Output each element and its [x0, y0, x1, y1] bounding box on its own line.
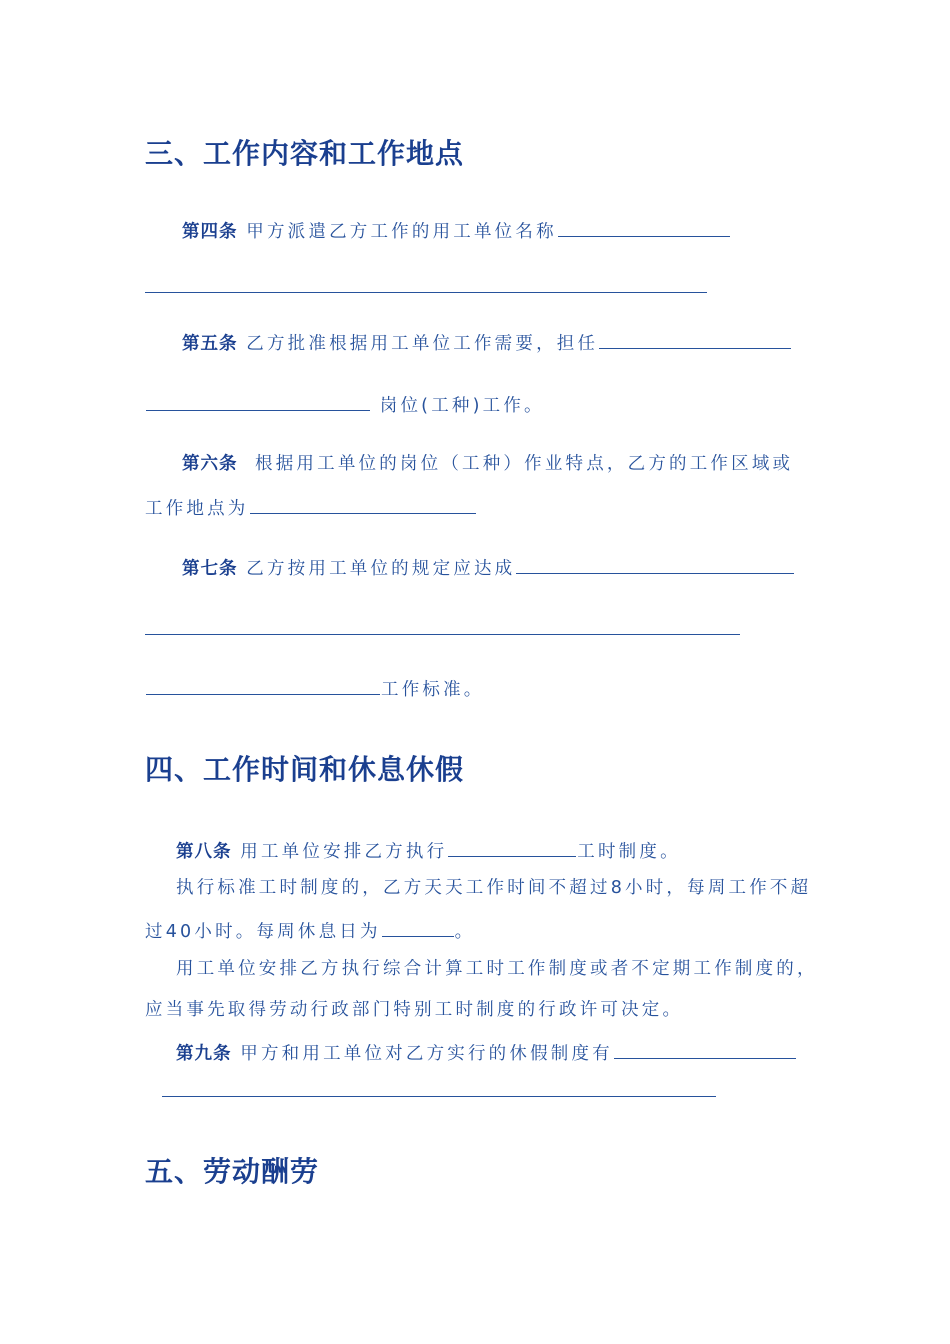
- article-8: [176, 838, 681, 864]
- article-9: [176, 1040, 797, 1066]
- fill-blank[interactable]: [146, 676, 380, 695]
- article-title: 第七条: [182, 559, 238, 579]
- article-title: 第六条: [182, 454, 238, 474]
- paragraph-text: 。: [454, 922, 476, 942]
- article-text: 工作地点为: [145, 499, 249, 519]
- section-heading-4: 四、工作时间和休息休假: [145, 753, 465, 786]
- article-5-continued: [145, 392, 545, 418]
- article-text: 根据用工单位的岗位（工种）作业特点，乙方的工作区域或: [255, 454, 794, 474]
- section-heading-3: 三、工作内容和工作地点: [145, 137, 465, 170]
- article-6: [182, 452, 793, 476]
- article-text: 工作标准。: [381, 680, 485, 700]
- article-title: 第四条: [182, 222, 238, 242]
- paragraph: [145, 918, 475, 944]
- fill-blank[interactable]: [614, 1040, 796, 1059]
- paragraph: 应当事先取得劳动行政部门特别工时制度的行政许可决定。: [145, 1000, 684, 1020]
- article-title: 第八条: [176, 842, 232, 862]
- article-6-continued: [145, 495, 477, 521]
- article-4: [182, 218, 731, 244]
- fill-blank-line[interactable]: [145, 634, 740, 635]
- fill-blank[interactable]: [516, 555, 794, 574]
- paragraph-text: 过40小时。每周休息日为: [145, 922, 381, 942]
- fill-blank[interactable]: [146, 392, 370, 411]
- fill-blank-line[interactable]: [145, 292, 707, 293]
- article-title: 第五条: [182, 334, 238, 354]
- paragraph: 用工单位安排乙方执行综合计算工时工作制度或者不定期工作制度的，: [176, 959, 818, 979]
- fill-blank[interactable]: [250, 495, 476, 514]
- article-5: [182, 330, 792, 356]
- article-7-continued: [145, 676, 485, 702]
- article-text: 甲方和用工单位对乙方实行的休假制度有: [240, 1044, 613, 1064]
- fill-blank[interactable]: [558, 218, 730, 237]
- fill-blank[interactable]: [382, 918, 454, 937]
- article-text: 乙方批准根据用工单位工作需要，担任: [246, 334, 599, 354]
- section-heading-5: 五、劳动酬劳: [145, 1155, 320, 1188]
- fill-blank[interactable]: [448, 838, 576, 857]
- article-text: 用工单位安排乙方执行: [240, 842, 448, 862]
- article-text: 工时制度。: [577, 842, 681, 862]
- article-text: 岗位(工种)工作。: [379, 396, 545, 416]
- paragraph: 执行标准工时制度的，乙方天天工作时间不超过8小时，每周工作不超: [176, 878, 812, 898]
- fill-blank[interactable]: [599, 330, 791, 349]
- article-text: 乙方按用工单位的规定应达成: [246, 559, 516, 579]
- article-title: 第九条: [176, 1044, 232, 1064]
- fill-blank-line[interactable]: [162, 1096, 716, 1097]
- article-text: 甲方派遣乙方工作的用工单位名称: [246, 222, 557, 242]
- article-7: [182, 555, 795, 581]
